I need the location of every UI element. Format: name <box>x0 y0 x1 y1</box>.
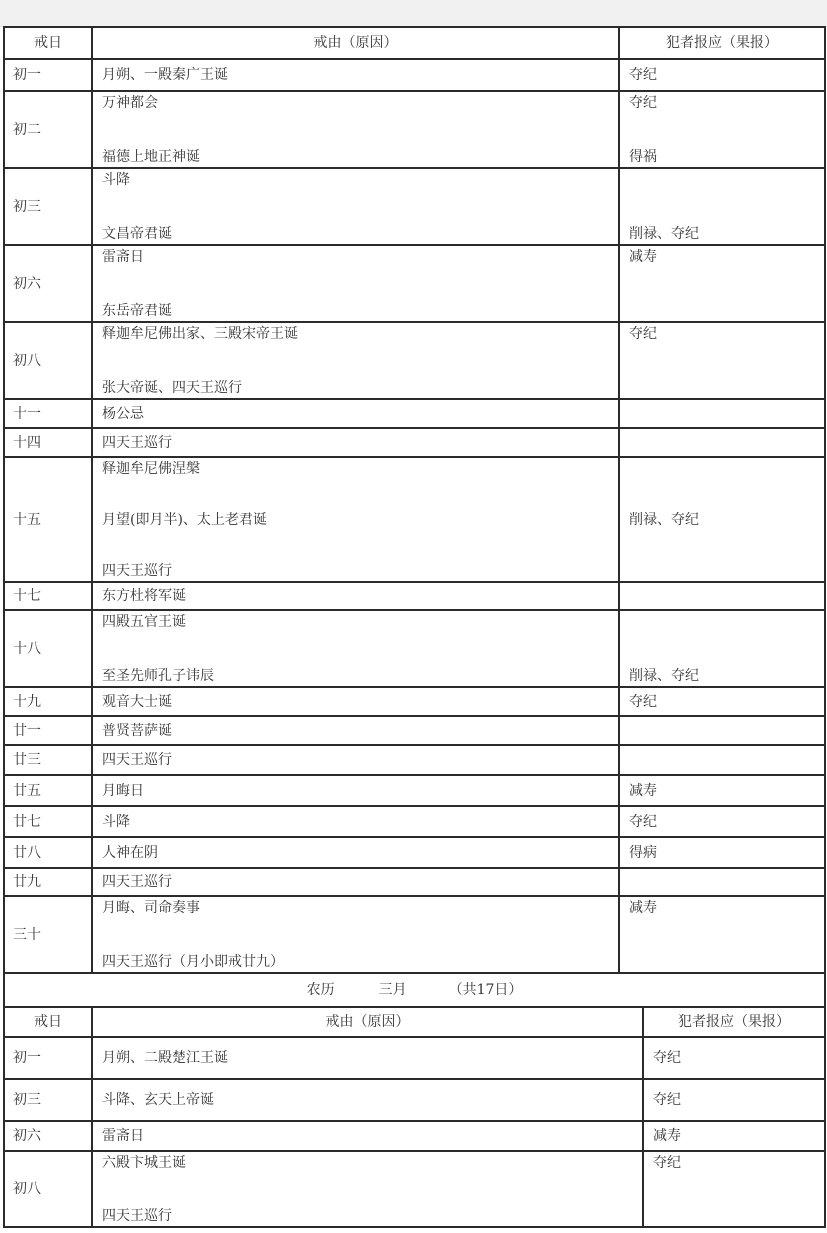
row-reason: 普贤菩萨诞 <box>92 716 619 745</box>
result-line: 夺纪 <box>653 1155 681 1171</box>
row-date: 初六 <box>4 245 92 322</box>
month-title-count: （共17日） <box>448 982 523 998</box>
month-table-prev <box>3 26 826 974</box>
result-line: 削禄、夺纪 <box>629 226 699 242</box>
row-reason: 四天王巡行 <box>92 745 619 775</box>
reason-line: 雷斋日 <box>102 249 144 265</box>
row-result: 夺纪 <box>619 806 825 837</box>
row-date: 廿八 <box>4 837 92 868</box>
row-date: 初一 <box>4 1037 92 1079</box>
row-result: 得病 <box>619 837 825 868</box>
row-date: 初八 <box>4 322 92 399</box>
row-date: 初二 <box>4 91 92 168</box>
reason-line: 月望(即月半)、太上老君诞 <box>102 512 267 528</box>
row-result <box>619 399 825 428</box>
month-title-calendar: 农历 <box>306 982 335 998</box>
row-reason <box>92 322 619 399</box>
reason-line: 释迦牟尼佛涅槃 <box>102 461 200 477</box>
header-result: 犯者报应（果报） <box>643 1007 825 1037</box>
row-reason: 杨公忌 <box>92 399 619 428</box>
row-reason: 东方杜将军诞 <box>92 582 619 610</box>
month-title-row <box>4 973 825 1007</box>
table-row <box>4 610 825 687</box>
row-reason: 月朔、一殿秦广王诞 <box>92 59 619 91</box>
month-table-third <box>3 972 826 1228</box>
reason-line: 月晦、司命奏事 <box>102 900 200 916</box>
row-reason: 斗降、玄天上帝诞 <box>92 1079 643 1121</box>
row-date: 初一 <box>4 59 92 91</box>
row-date: 十一 <box>4 399 92 428</box>
row-reason: 四天王巡行 <box>92 868 619 896</box>
table-row <box>4 59 825 91</box>
row-reason <box>92 245 619 322</box>
reason-line: 四殿五官王诞 <box>102 614 186 630</box>
table-row <box>4 428 825 457</box>
result-line: 减寿 <box>629 249 657 265</box>
row-reason: 月朔、二殿楚江王诞 <box>92 1037 643 1079</box>
row-reason: 月晦日 <box>92 775 619 806</box>
table-row <box>4 806 825 837</box>
reason-line: 至圣先师孔子讳辰 <box>102 668 214 684</box>
row-reason <box>92 610 619 687</box>
month-title-month: 三月 <box>378 982 407 998</box>
row-date: 初六 <box>4 1121 92 1151</box>
row-result <box>619 428 825 457</box>
reason-line: 万神都会 <box>102 95 158 111</box>
row-reason: 人神在阴 <box>92 837 619 868</box>
table-row <box>4 745 825 775</box>
row-date: 廿五 <box>4 775 92 806</box>
row-reason: 斗降 <box>92 806 619 837</box>
row-result: 夺纪 <box>643 1079 825 1121</box>
reason-line: 四天王巡行 <box>102 563 172 579</box>
row-result: 削禄、夺纪 <box>619 457 825 582</box>
table-row <box>4 245 825 322</box>
row-reason: 雷斋日 <box>92 1121 643 1151</box>
table-row <box>4 868 825 896</box>
row-result <box>619 168 825 245</box>
row-result <box>619 868 825 896</box>
row-date: 十七 <box>4 582 92 610</box>
result-line: 削禄、夺纪 <box>629 668 699 684</box>
row-result: 减寿 <box>619 775 825 806</box>
row-date: 三十 <box>4 896 92 973</box>
row-result <box>643 1151 825 1227</box>
row-date: 初三 <box>4 1079 92 1121</box>
table-row <box>4 775 825 806</box>
row-date: 初八 <box>4 1151 92 1227</box>
row-reason <box>92 1151 643 1227</box>
table-row <box>4 687 825 716</box>
row-result <box>619 716 825 745</box>
row-date: 廿九 <box>4 868 92 896</box>
table-row <box>4 716 825 745</box>
table-row <box>4 837 825 868</box>
table-row <box>4 457 825 582</box>
row-date: 十四 <box>4 428 92 457</box>
row-date: 廿一 <box>4 716 92 745</box>
result-line: 得祸 <box>629 149 657 165</box>
row-reason: 四天王巡行 <box>92 428 619 457</box>
row-result: 夺纪 <box>643 1037 825 1079</box>
row-result: 夺纪 <box>619 59 825 91</box>
row-date: 廿三 <box>4 745 92 775</box>
reason-line: 斗降 <box>102 172 130 188</box>
reason-line: 文昌帝君诞 <box>102 226 172 242</box>
month-title <box>4 973 825 1007</box>
table-row <box>4 399 825 428</box>
reason-line: 四天王巡行 <box>102 1208 172 1224</box>
row-result <box>619 582 825 610</box>
header-result: 犯者报应（果报） <box>619 27 825 59</box>
table-header-row <box>4 27 825 59</box>
row-reason: 观音大士诞 <box>92 687 619 716</box>
result-line: 夺纪 <box>629 95 657 111</box>
table-row <box>4 91 825 168</box>
row-date: 十九 <box>4 687 92 716</box>
table-row <box>4 582 825 610</box>
fasting-calendar-sheet <box>3 26 824 1228</box>
row-result <box>619 896 825 973</box>
header-reason: 戒由（原因） <box>92 1007 643 1037</box>
row-date: 十八 <box>4 610 92 687</box>
reason-line: 六殿卞城王诞 <box>102 1155 186 1171</box>
header-date: 戒日 <box>4 1007 92 1037</box>
table-row <box>4 1037 825 1079</box>
reason-line: 四天王巡行（月小即戒廿九） <box>102 954 284 970</box>
reason-line: 东岳帝君诞 <box>102 303 172 319</box>
table-row <box>4 168 825 245</box>
table-row <box>4 1121 825 1151</box>
row-result: 减寿 <box>643 1121 825 1151</box>
row-result <box>619 91 825 168</box>
table-row <box>4 896 825 973</box>
reason-line: 释迦牟尼佛出家、三殿宋帝王诞 <box>102 326 298 342</box>
row-reason <box>92 168 619 245</box>
table-row <box>4 1151 825 1227</box>
row-result <box>619 322 825 399</box>
row-date: 初三 <box>4 168 92 245</box>
row-reason <box>92 896 619 973</box>
header-reason: 戒由（原因） <box>92 27 619 59</box>
table-header-row <box>4 1007 825 1037</box>
result-line: 夺纪 <box>629 326 657 342</box>
row-result <box>619 245 825 322</box>
row-result: 夺纪 <box>619 687 825 716</box>
browser-top-bar <box>0 0 827 27</box>
row-date: 廿七 <box>4 806 92 837</box>
row-date: 十五 <box>4 457 92 582</box>
reason-line: 福德上地正神诞 <box>102 149 200 165</box>
row-result <box>619 745 825 775</box>
row-reason <box>92 457 619 582</box>
header-date: 戒日 <box>4 27 92 59</box>
row-result <box>619 610 825 687</box>
table-row <box>4 1079 825 1121</box>
reason-line: 张大帝诞、四天王巡行 <box>102 380 242 396</box>
result-line: 减寿 <box>629 900 657 916</box>
row-reason <box>92 91 619 168</box>
table-row <box>4 322 825 399</box>
